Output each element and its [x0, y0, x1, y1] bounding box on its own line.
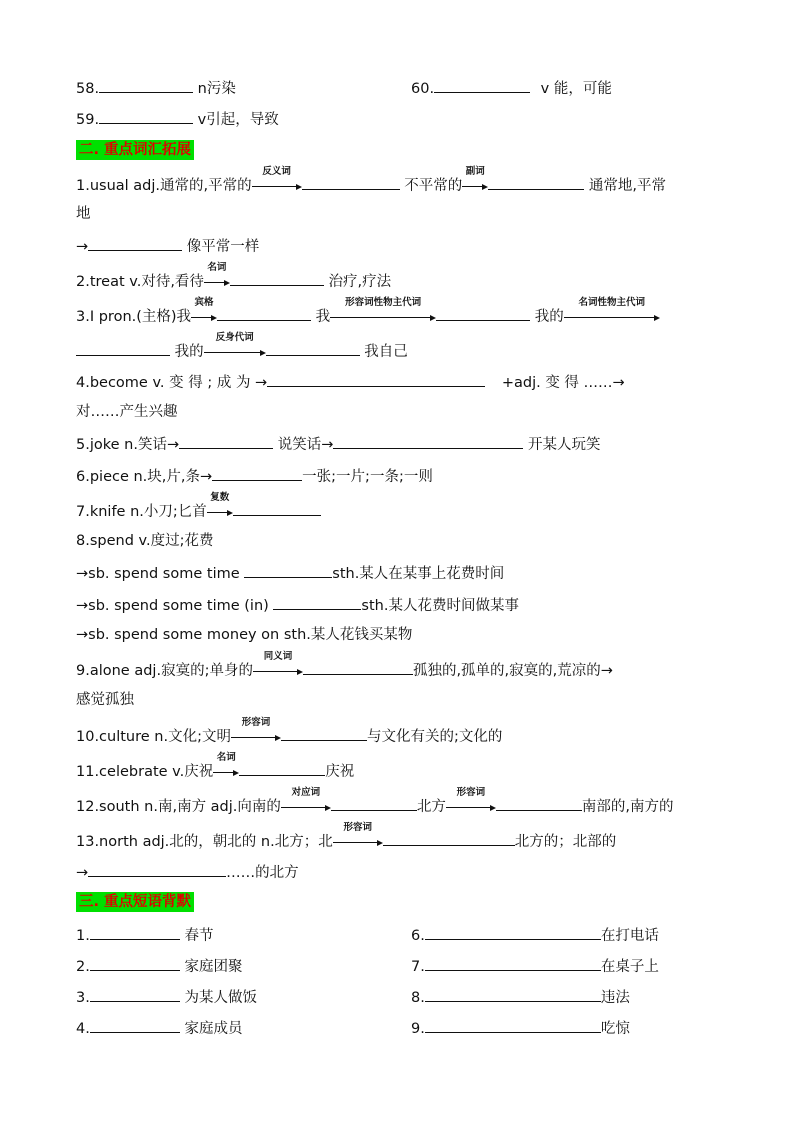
vocab-item-7: 7.knife n.小刀;匕首 复数: [76, 500, 321, 522]
answer-blank[interactable]: [179, 433, 273, 449]
item-59: 59. v引起，导致: [76, 108, 279, 130]
phrase-item-2: 2. 家庭团聚: [76, 955, 242, 977]
arrow-icon: 复数: [207, 502, 233, 516]
arrow-icon: 同义词: [253, 661, 303, 675]
answer-blank[interactable]: [425, 924, 601, 940]
arrow-icon: 反义词: [252, 176, 302, 190]
answer-blank[interactable]: [425, 1017, 601, 1033]
vocab-item-1: 1.usual adj.通常的,平常的 反义词 不平常的 副词 通常地,平常: [76, 166, 666, 194]
phrase-item-6: 6. 在打电话: [411, 924, 659, 946]
answer-blank[interactable]: [99, 77, 193, 93]
arrow-icon: 对应词: [281, 797, 331, 811]
answer-blank[interactable]: [302, 174, 400, 190]
arrow-icon: 宾格: [191, 307, 217, 321]
arrow-icon: 反身代词: [204, 342, 266, 356]
vocab-item-8-c: →sb. spend some time (in) sth.某人花费时间做某事: [76, 594, 519, 616]
vocab-item-1-cont: 地: [76, 206, 91, 222]
vocab-item-10: 10.culture n.文化;文明 形容词 与文化有关的;文化的: [76, 717, 503, 745]
answer-blank[interactable]: [88, 235, 182, 251]
phrase-item-1: 1. 春节: [76, 924, 213, 946]
vocab-item-4: 4.become v. 变 得 ; 成 为 → +adj. 变 得 ……→: [76, 371, 625, 393]
answer-blank[interactable]: [230, 270, 324, 286]
answer-blank[interactable]: [434, 77, 530, 93]
vocab-item-5: 5.joke n.笑话→ 说笑话→ 开某人玩笑: [76, 433, 600, 455]
section-heading-vocab: 二. 重点词汇拓展: [76, 140, 194, 160]
answer-blank[interactable]: [383, 830, 515, 846]
vocab-item-3-cont: 我的 反身代词 我自己: [76, 340, 408, 362]
vocab-item-13: 13.north adj.北的，朝北的 n.北方；北 形容词 北方的；北部的: [76, 822, 617, 850]
arrow-icon: 名词: [204, 272, 230, 286]
answer-blank[interactable]: [496, 795, 582, 811]
vocab-item-1-cont2: → 像平常一样: [76, 235, 259, 257]
answer-blank[interactable]: [90, 924, 180, 940]
answer-blank[interactable]: [90, 986, 180, 1002]
arrow-icon: 名词性物主代词: [564, 307, 660, 321]
answer-blank[interactable]: [273, 594, 361, 610]
vocab-item-8: 8.spend v.度过;花费: [76, 533, 214, 549]
vocab-item-4-cont: 对……产生兴趣: [76, 404, 178, 420]
phrase-item-8: 8. 违法: [411, 986, 630, 1008]
arrow-icon: 形容词: [446, 797, 496, 811]
answer-blank[interactable]: [217, 305, 311, 321]
answer-blank[interactable]: [244, 562, 332, 578]
vocab-item-2: 2.treat v.对待,看待 名词 治疗,疗法: [76, 262, 392, 290]
answer-blank[interactable]: [76, 340, 170, 356]
answer-blank[interactable]: [99, 108, 193, 124]
answer-blank[interactable]: [436, 305, 530, 321]
answer-blank[interactable]: [233, 500, 321, 516]
vocab-item-13-cont: → ……的北方: [76, 861, 299, 883]
item-58: 58. n污染: [76, 77, 236, 99]
arrow-icon: 名词: [213, 762, 239, 776]
answer-blank[interactable]: [331, 795, 417, 811]
arrow-icon: 形容词性物主代词: [330, 307, 436, 321]
answer-blank[interactable]: [267, 371, 485, 387]
answer-blank[interactable]: [239, 760, 325, 776]
answer-blank[interactable]: [425, 986, 601, 1002]
phrase-item-7: 7. 在桌子上: [411, 955, 659, 977]
arrow-icon: 形容词: [231, 727, 281, 741]
vocab-item-12: 12.south n.南,南方 adj.向南的 对应词 北方 形容词 南部的,南方的: [76, 787, 674, 815]
vocab-item-3: 3.I pron.(主格)我 宾格 我 形容词性物主代词 我的 名词性物主代词: [76, 305, 660, 327]
answer-blank[interactable]: [333, 433, 523, 449]
answer-blank[interactable]: [303, 659, 413, 675]
vocab-item-9-cont: 感觉孤独: [76, 692, 134, 708]
answer-blank[interactable]: [266, 340, 360, 356]
answer-blank[interactable]: [425, 955, 601, 971]
vocab-item-8-b: →sb. spend some time sth.某人在某事上花费时间: [76, 562, 504, 584]
vocab-item-9: 9.alone adj.寂寞的;单身的 同义词 孤独的,孤单的,寂寞的,荒凉的→: [76, 651, 613, 679]
section-heading-phrases: 三. 重点短语背默: [76, 892, 194, 912]
answer-blank[interactable]: [88, 861, 226, 877]
answer-blank[interactable]: [90, 1017, 180, 1033]
arrow-icon: 形容词: [333, 832, 383, 846]
phrase-item-4: 4. 家庭成员: [76, 1017, 242, 1039]
phrase-item-9: 9. 吃惊: [411, 1017, 630, 1039]
vocab-item-6: 6.piece n.块,片,条→ 一张;一片;一条;一则: [76, 465, 433, 487]
vocab-item-11: 11.celebrate v.庆祝 名词 庆祝: [76, 752, 355, 780]
answer-blank[interactable]: [488, 174, 584, 190]
vocab-item-8-d: →sb. spend some money on sth.某人花钱买某物: [76, 627, 413, 643]
answer-blank[interactable]: [281, 725, 367, 741]
answer-blank[interactable]: [212, 465, 302, 481]
answer-blank[interactable]: [90, 955, 180, 971]
arrow-icon: 副词: [462, 176, 488, 190]
item-60: 60. v 能，可能: [411, 77, 612, 99]
phrase-item-3: 3. 为某人做饭: [76, 986, 257, 1008]
